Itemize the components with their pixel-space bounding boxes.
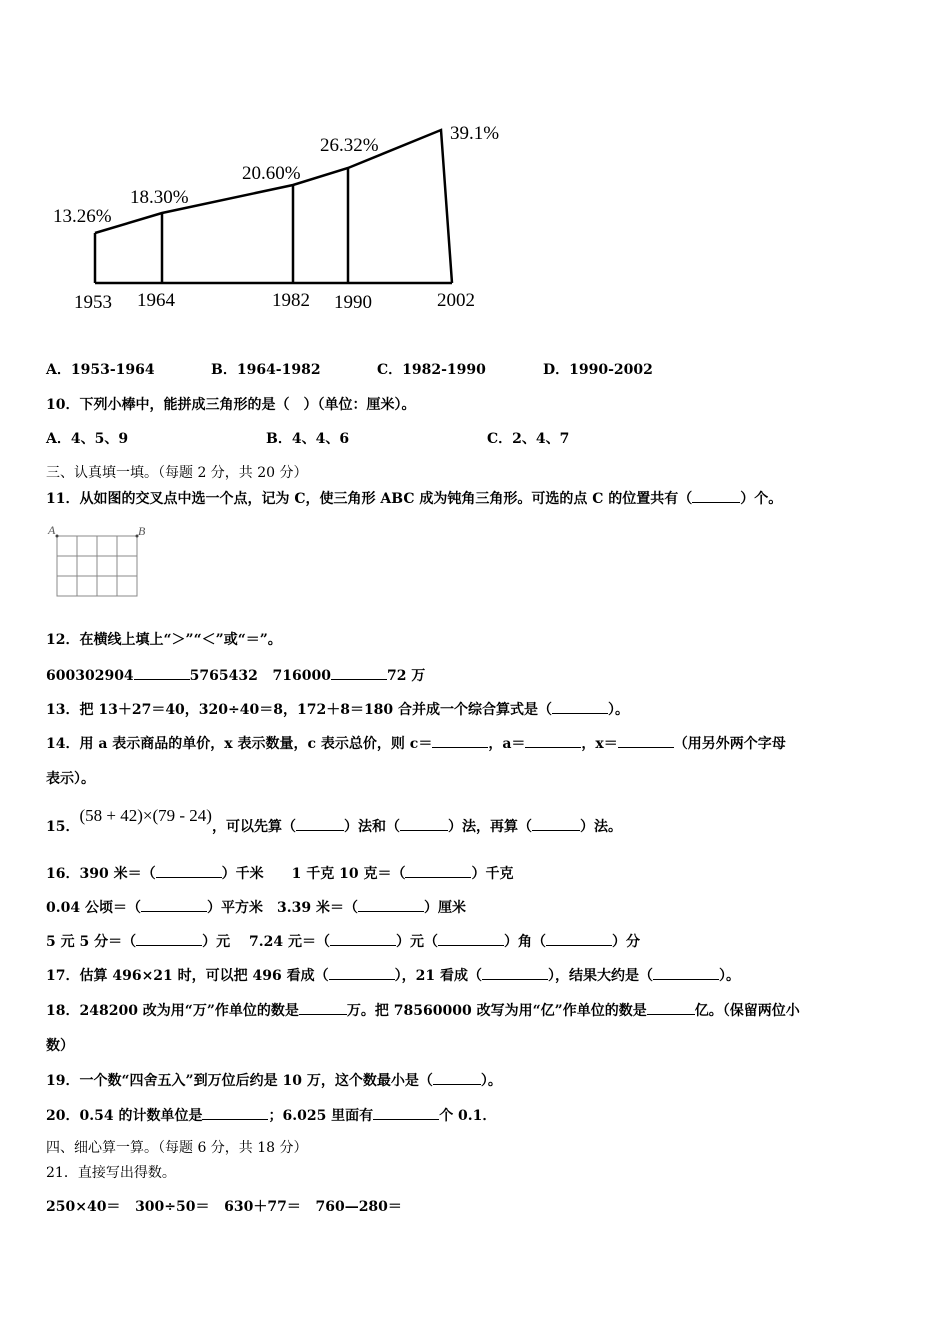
answer-blank[interactable] bbox=[136, 932, 202, 946]
answer-blank[interactable] bbox=[525, 734, 581, 748]
option-c[interactable]: C．2、4、7 bbox=[487, 431, 570, 447]
q16-row1: 16．390 米＝（ ）千米 1 千克 10 克＝（ ）千克 bbox=[46, 866, 514, 882]
q11-stem: 11．从如图的交叉点中选一个点，记为 C，使三角形 ABC 成为钝角三角形。可选的点 C 的位置共有（ ）个。 bbox=[46, 491, 783, 507]
point-a-label: A bbox=[48, 523, 56, 537]
option-d[interactable]: D．1990-2002 bbox=[543, 362, 653, 378]
urbanization-line-chart bbox=[40, 110, 520, 320]
point-label: 26.32% bbox=[320, 135, 379, 156]
answer-blank[interactable] bbox=[330, 932, 396, 946]
q12-stem: 12．在横线上填上“＞”“＜”或“＝”。 bbox=[46, 632, 282, 648]
calc-item: 250×40＝ bbox=[46, 1199, 121, 1215]
q14-continued: 表示）。 bbox=[46, 771, 95, 787]
q10-stem: 10．下列小棒中，能拼成三角形的是（ ）（单位：厘米）。 bbox=[46, 397, 416, 413]
answer-blank[interactable] bbox=[653, 966, 719, 980]
answer-blank[interactable] bbox=[618, 734, 674, 748]
q10-options bbox=[46, 430, 569, 448]
answer-blank[interactable] bbox=[329, 966, 395, 980]
point-label: 20.60% bbox=[242, 163, 301, 184]
option-c[interactable]: C．1982-1990 bbox=[377, 362, 486, 378]
option-a[interactable]: A．1953-1964 bbox=[46, 362, 155, 378]
answer-blank[interactable] bbox=[373, 1106, 439, 1120]
q21-stem: 21．直接写出得数。 bbox=[46, 1165, 176, 1181]
calc-item: 630＋77＝ bbox=[224, 1199, 301, 1215]
q19: 19．一个数“四舍五入”到万位后约是 10 万，这个数最小是（ ）。 bbox=[46, 1073, 502, 1089]
q18: 18．248200 改为用“万”作单位的数是 万。把 78560000 改写为用“亿”作单位的数是 亿。（保留两位小 bbox=[46, 1003, 800, 1019]
answer-blank[interactable] bbox=[405, 864, 471, 878]
x-tick-label: 1990 bbox=[334, 292, 372, 313]
point-label: 13.26% bbox=[53, 206, 112, 227]
section-3-heading: 三、认真填一填。（每题 2 分，共 20 分） bbox=[46, 465, 308, 481]
x-tick-label: 1982 bbox=[272, 290, 310, 311]
option-b[interactable]: B．1964-1982 bbox=[211, 362, 321, 378]
answer-blank[interactable] bbox=[134, 666, 190, 680]
answer-blank[interactable] bbox=[546, 932, 612, 946]
q17: 17．估算 496×21 时，可以把 496 看成（ ），21 看成（ ），结果大约是（ ）。 bbox=[46, 968, 740, 984]
section-4-heading: 四、细心算一算。（每题 6 分，共 18 分） bbox=[46, 1140, 308, 1156]
point-label: 39.1% bbox=[450, 123, 500, 144]
point-b-label: B bbox=[138, 524, 146, 538]
q18-continued: 数） bbox=[46, 1038, 74, 1054]
answer-blank[interactable] bbox=[647, 1001, 695, 1015]
calc-item: 760—280＝ bbox=[315, 1199, 402, 1215]
point-label: 18.30% bbox=[130, 187, 189, 208]
answer-blank[interactable] bbox=[299, 1001, 347, 1015]
formula: (58 + 42)×(79 - 24) bbox=[79, 806, 212, 825]
answer-blank[interactable] bbox=[156, 864, 222, 878]
answer-blank[interactable] bbox=[141, 898, 207, 912]
q13: 13．把 13＋27＝40，320÷40＝8，172＋8＝180 合并成一个综合算式是（ ）。 bbox=[46, 702, 630, 718]
answer-blank[interactable] bbox=[433, 1071, 481, 1085]
answer-blank[interactable] bbox=[331, 666, 387, 680]
q16-row2: 0.04 公顷＝（ ）平方米 3.39 米＝（ ）厘米 bbox=[46, 900, 466, 916]
answer-blank[interactable] bbox=[296, 817, 344, 831]
q16-row3: 5 元 5 分＝（ ）元 7.24 元＝（ ）元（ ）角（ ）分 bbox=[46, 934, 640, 950]
x-tick-label: 1953 bbox=[74, 292, 112, 313]
q12-comparisons: 600302904 5765432 716000 72 万 bbox=[46, 668, 426, 684]
q14: 14．用 a 表示商品的单价，x 表示数量，c 表示总价，则 c＝ ，a＝ ，x＝ （用另外两个字母 bbox=[46, 736, 786, 752]
q20: 20．0.54 的计数单位是 ；6.025 里面有 个 0.1． bbox=[46, 1108, 497, 1124]
option-a[interactable]: A．4、5、9 bbox=[46, 431, 129, 447]
answer-blank[interactable] bbox=[552, 700, 608, 714]
calc-item: 300÷50＝ bbox=[135, 1199, 210, 1215]
answer-blank[interactable] bbox=[692, 489, 740, 503]
q21-items bbox=[46, 1198, 402, 1216]
q9-options bbox=[46, 361, 653, 379]
answer-blank[interactable] bbox=[432, 734, 488, 748]
answer-blank[interactable] bbox=[358, 898, 424, 912]
answer-blank[interactable] bbox=[532, 817, 580, 831]
grid-figure bbox=[46, 522, 146, 602]
answer-blank[interactable] bbox=[482, 966, 548, 980]
answer-blank[interactable] bbox=[202, 1106, 268, 1120]
answer-blank[interactable] bbox=[438, 932, 504, 946]
q15: 15．(58 + 42)×(79 - 24)，可以先算（ ）法和（ ）法，再算（ ）法。 bbox=[46, 806, 622, 835]
answer-blank[interactable] bbox=[400, 817, 448, 831]
x-tick-label: 2002 bbox=[437, 290, 475, 311]
option-b[interactable]: B．4、4、6 bbox=[266, 431, 350, 447]
x-tick-label: 1964 bbox=[137, 290, 175, 311]
